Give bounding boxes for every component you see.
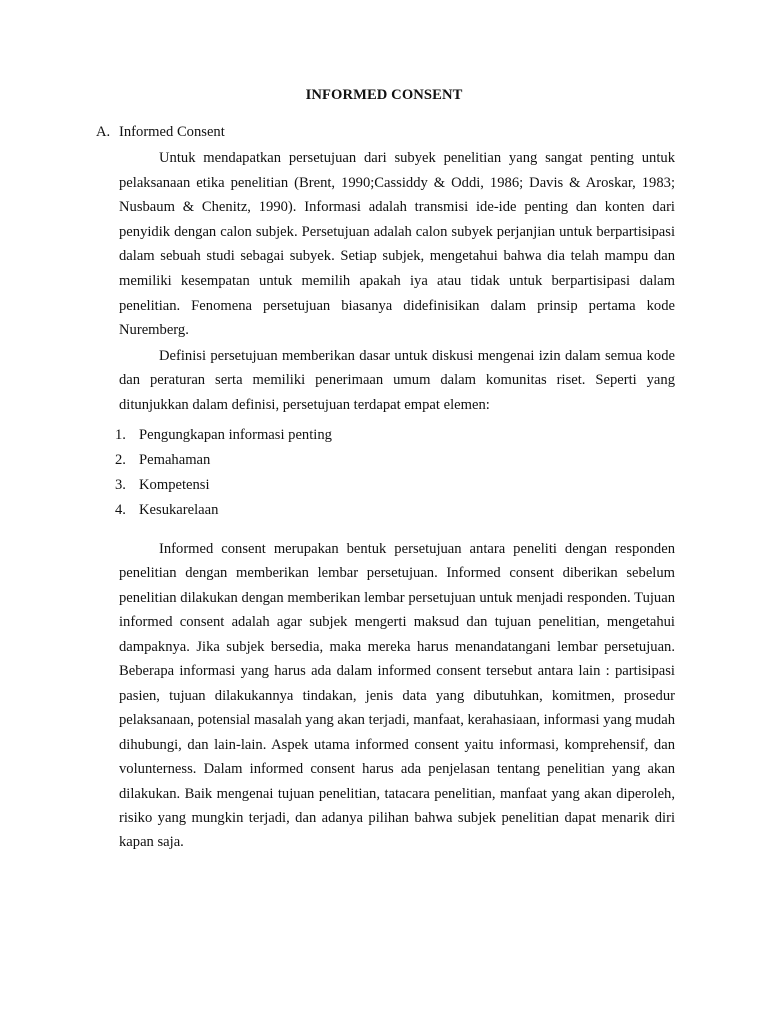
list-number: 3. [115, 477, 126, 493]
list-item [115, 449, 332, 474]
paragraph-definition: Definisi persetujuan memberikan dasar untuk diskusi mengenai izin dalam semua kode dan peraturan serta memiliki penerimaan umum dalam komunitas riset. Seperti yang ditunjukkan dalam definisi, persetujuan terdapat empat elemen: [119, 348, 675, 413]
list-text: Kesukarelaan [139, 502, 219, 518]
document-title: INFORMED CONSENT [305, 87, 463, 103]
section-heading-text: Informed Consent [119, 124, 225, 140]
list-item [115, 499, 332, 524]
list-number: 4. [115, 502, 126, 518]
list-item [115, 424, 332, 449]
list-item [115, 474, 332, 499]
list-text: Kompetensi [139, 477, 210, 493]
paragraph-intro: Untuk mendapatkan persetujuan dari subyek penelitian yang sangat penting untuk pelaksanaan etika penelitian (Brent, 1990;Cassiddy & Oddi, 1986; Davis & Aroskar, 1983; Nusbaum & Chenitz, 1990). Informasi adalah transmisi ide-ide penting dan konten dari penyidik dengan calon subjek. Persetujuan adalah calon subyek perjanjian untuk berpartisipasi dalam sebuah studi sebagai subyek. Setiap subjek, mengetahui bahwa dia telah mampu dan memiliki kesempatan untuk memilih apakah iya atau tidak untuk berpartisipasi dalam penelitian. Fenomena persetujuan biasanya didefinisikan dalam prinsip pertama kode Nuremberg. [119, 150, 675, 339]
list-text: Pemahaman [139, 452, 211, 468]
elements-list [115, 424, 332, 524]
list-number: 1. [115, 427, 126, 443]
list-text: Pengungkapan informasi penting [139, 427, 332, 443]
paragraph-informed-consent: Informed consent merupakan bentuk persetujuan antara peneliti dengan responden penelitian dengan memberikan lembar persetujuan. Informed consent diberikan sebelum penelitian dilakukan dengan memberikan lembar persetujuan untuk menjadi responden. Tujuan informed consent adalah agar subjek mengerti maksud dan tujuan penelitian, mengetahui dampaknya. Jika subjek bersedia, maka mereka harus menandatangani lembar persetujuan. Beberapa informasi yang harus ada dalam informed consent tersebut antara lain : partisipasi pasien, tujuan dilakukannya tindakan, jenis data yang dibutuhkan, komitmen, prosedur pelaksanaan, potensial masalah yang akan terjadi, manfaat, kerahasiaan, informasi yang mudah dihubungi, dan lain-lain. Aspek utama informed consent yaitu informasi, komprehensif, dan volunterness. Dalam informed consent harus ada penjelasan tentang penelitian yang akan dilakukan. Baik mengenai tujuan penelitian, tatacara penelitian, manfaat yang akan diperoleh, risiko yang mungkin terjadi, dan adanya pilihan bahwa subjek penelitian dapat menarik diri kapan saja. [119, 541, 675, 851]
section-heading [96, 124, 656, 141]
section-marker: A. [96, 124, 111, 140]
list-number: 2. [115, 452, 126, 468]
